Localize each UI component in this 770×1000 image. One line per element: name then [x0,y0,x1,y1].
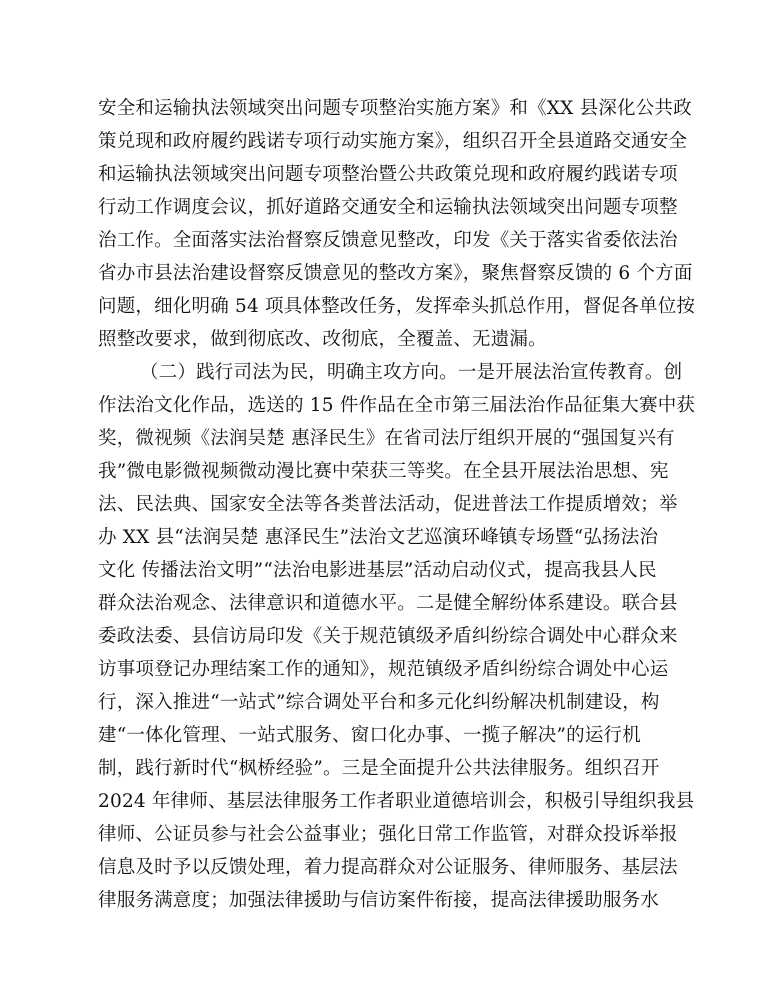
text-line: 治工作。全面落实法治督察反馈意见整改，印发《关于落实省委依法治 [98,230,678,251]
text-line: 委政法委、县信访局印发《关于规范镇级矛盾纠纷综合调处中心群众来 [98,626,678,647]
text-line: 作法治文化作品，选送的 15 件作品在全市第三届法治作品征集大赛中获 [98,395,696,416]
text-line: 问题，细化明确 54 项具体整改任务，发挥牵头抓总作用，督促各单位按 [98,296,696,317]
text-line: 和运输执法领域突出问题专项整治暨公共政策兑现和政府履约践诺专项 [98,164,678,185]
text-line: 2024 年律师、基层法律服务工作者职业道德培训会，积极引导组织我县 [98,791,695,812]
text-line: 建“一体化管理、一站式服务、窗口化办事、一揽子解决”的运行机 [98,725,641,746]
text-line: 律师、公证员参与社会公益事业；强化日常工作监管，对群众投诉举报 [98,824,678,845]
text-line: 我”微电影微视频微动漫比赛中荣获三等奖。在全县开展法治思想、宪 [98,461,669,482]
text-line: 行，深入推进“一站式”综合调处平台和多元化纠纷解决机制建设，构 [98,692,660,713]
text-line: 制，践行新时代“枫桥经验”。三是全面提升公共法律服务。组织召开 [98,758,660,779]
text-line: 法、民法典、国家安全法等各类普法活动，促进普法工作提质增效；举 [98,494,678,515]
text-line: 文化 传播法治文明”“法治电影进基层”活动启动仪式，提高我县人民 [98,560,657,581]
text-line: 安全和运输执法领域突出问题专项整治实施方案》和《XX 县深化公共政 [98,98,692,119]
text-line: 省办市县法治建设督察反馈意见的整改方案》，聚焦督察反馈的 6 个方面 [98,263,693,284]
text-line: 办 XX 县“法润吴楚 惠泽民生”法治文艺巡演环峰镇专场暨“弘扬法治 [98,527,659,548]
text-line: 行动工作调度会议，抓好道路交通安全和运输执法领域突出问题专项整 [98,197,678,218]
text-line: 访事项登记办理结案工作的通知》，规范镇级矛盾纠纷综合调处中心运 [98,659,669,680]
text-line: 律服务满意度；加强法律援助与信访案件衔接，提高法律援助服务水 [98,890,660,911]
text-line: 奖，微视频《法润吴楚 惠泽民生》在省司法厅组织开展的“强国复兴有 [98,428,675,449]
text-line: 信息及时予以反馈处理，着力提高群众对公证服务、律师服务、基层法 [98,857,678,878]
text-line: 群众法治观念、法律意识和道德水平。二是健全解纷体系建设。联合县 [98,593,678,614]
text-line: 策兑现和政府履约践诺专项行动实施方案》，组织召开全县道路交通安全 [98,131,688,152]
text-line: 照整改要求，做到彻底改、改彻底，全覆盖、无遗漏。 [98,329,547,350]
paragraph-start-line: （二）践行司法为民，明确主攻方向。一是开展法治宣传教育。创 [140,362,683,383]
